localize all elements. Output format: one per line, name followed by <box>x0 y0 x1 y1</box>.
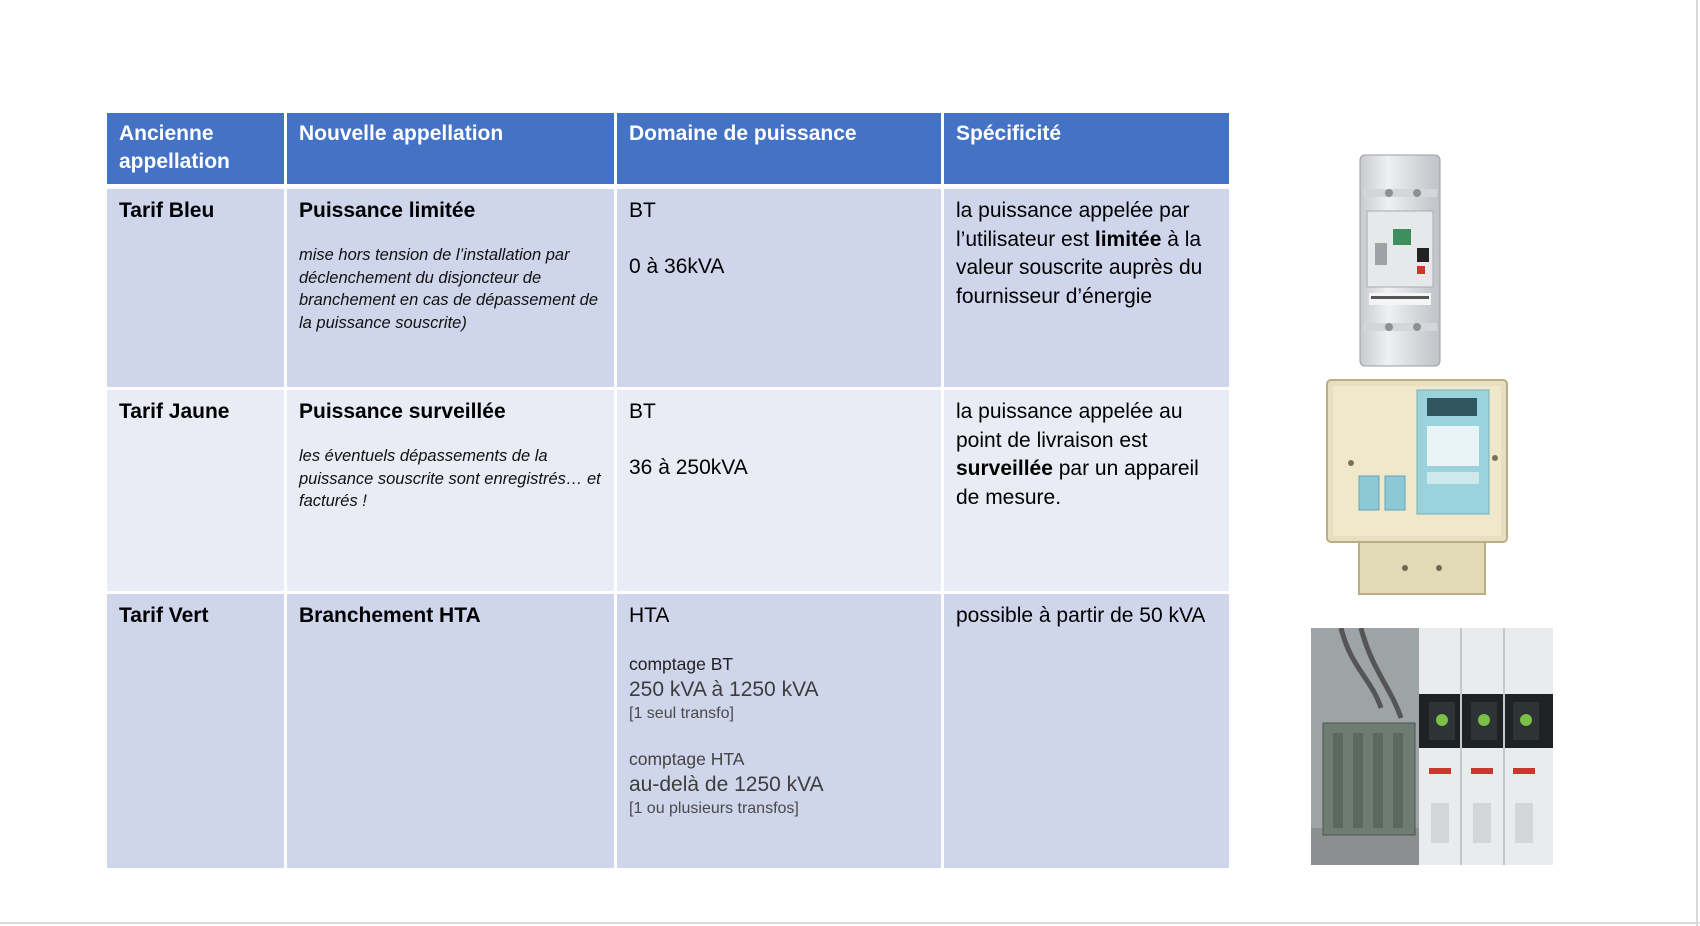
table-row <box>107 390 1229 594</box>
specificite-text: la puissance appelée au point de livraison est surveillée par un appareil de mesure. <box>956 400 1199 509</box>
slide-border-right <box>1696 0 1698 926</box>
cell-domaine <box>617 594 944 868</box>
comptage-bt-range: 250 kVA à 1250 kVA <box>629 678 819 701</box>
cell-ancienne <box>107 189 287 390</box>
comptage-bt-label: comptage BT <box>629 654 734 674</box>
voltage-level: BT <box>629 400 656 423</box>
cell-specificite <box>944 594 1229 868</box>
cell-specificite <box>944 390 1229 594</box>
circuit-breaker-photo <box>1357 153 1443 368</box>
power-range: 36 à 250kVA <box>629 456 748 479</box>
header-specificite: Spécificité <box>944 113 1229 189</box>
header-ancienne-appellation: Ancienne appellation <box>107 113 287 189</box>
cell-nouvelle <box>287 390 617 594</box>
header-nouvelle-appellation: Nouvelle appellation <box>287 113 617 189</box>
tarif-name: Tarif Bleu <box>119 199 215 222</box>
header-domaine-de-puissance: Domaine de puissance <box>617 113 944 189</box>
cell-ancienne <box>107 390 287 594</box>
specificite-text: possible à partir de 50 kVA <box>956 604 1206 627</box>
table-header-row <box>107 113 1229 189</box>
comptage-hta-label: comptage HTA <box>629 749 745 769</box>
comptage-hta-note: [1 ou plusieurs transfos] <box>629 800 799 817</box>
specificite-text: la puissance appelée par l’utilisateur est limitée à la valeur souscrite auprès du fournisseur d’énergie <box>956 199 1203 308</box>
nouvelle-note: les éventuels dépassements de la puissance souscrite sont enregistrés… et facturés ! <box>299 447 601 510</box>
comptage-hta-range: au-delà de 1250 kVA <box>629 773 824 796</box>
nouvelle-title: Puissance surveillée <box>299 400 506 423</box>
table-row <box>107 189 1229 390</box>
table-row <box>107 594 1229 868</box>
cell-specificite <box>944 189 1229 390</box>
voltage-level: BT <box>629 199 656 222</box>
tarif-name: Tarif Jaune <box>119 400 230 423</box>
power-range: 0 à 36kVA <box>629 255 725 278</box>
cell-nouvelle <box>287 594 617 868</box>
nouvelle-note: mise hors tension de l’installation par déclenchement du disjoncteur de branchement en cas de dépassement de la puissance souscrite) <box>299 246 599 332</box>
nouvelle-title: Puissance limitée <box>299 199 476 222</box>
cell-ancienne <box>107 594 287 868</box>
tarif-name: Tarif Vert <box>119 604 209 627</box>
tariff-table <box>107 113 1229 868</box>
nouvelle-title: Branchement HTA <box>299 604 481 627</box>
hta-substation-photo <box>1311 628 1553 865</box>
metering-cabinet-photo <box>1323 378 1511 600</box>
voltage-level: HTA <box>629 604 670 627</box>
cell-nouvelle <box>287 189 617 390</box>
cell-domaine <box>617 390 944 594</box>
slide-border-bottom <box>0 922 1700 924</box>
comptage-bt-note: [1 seul transfo] <box>629 705 734 722</box>
cell-domaine <box>617 189 944 390</box>
